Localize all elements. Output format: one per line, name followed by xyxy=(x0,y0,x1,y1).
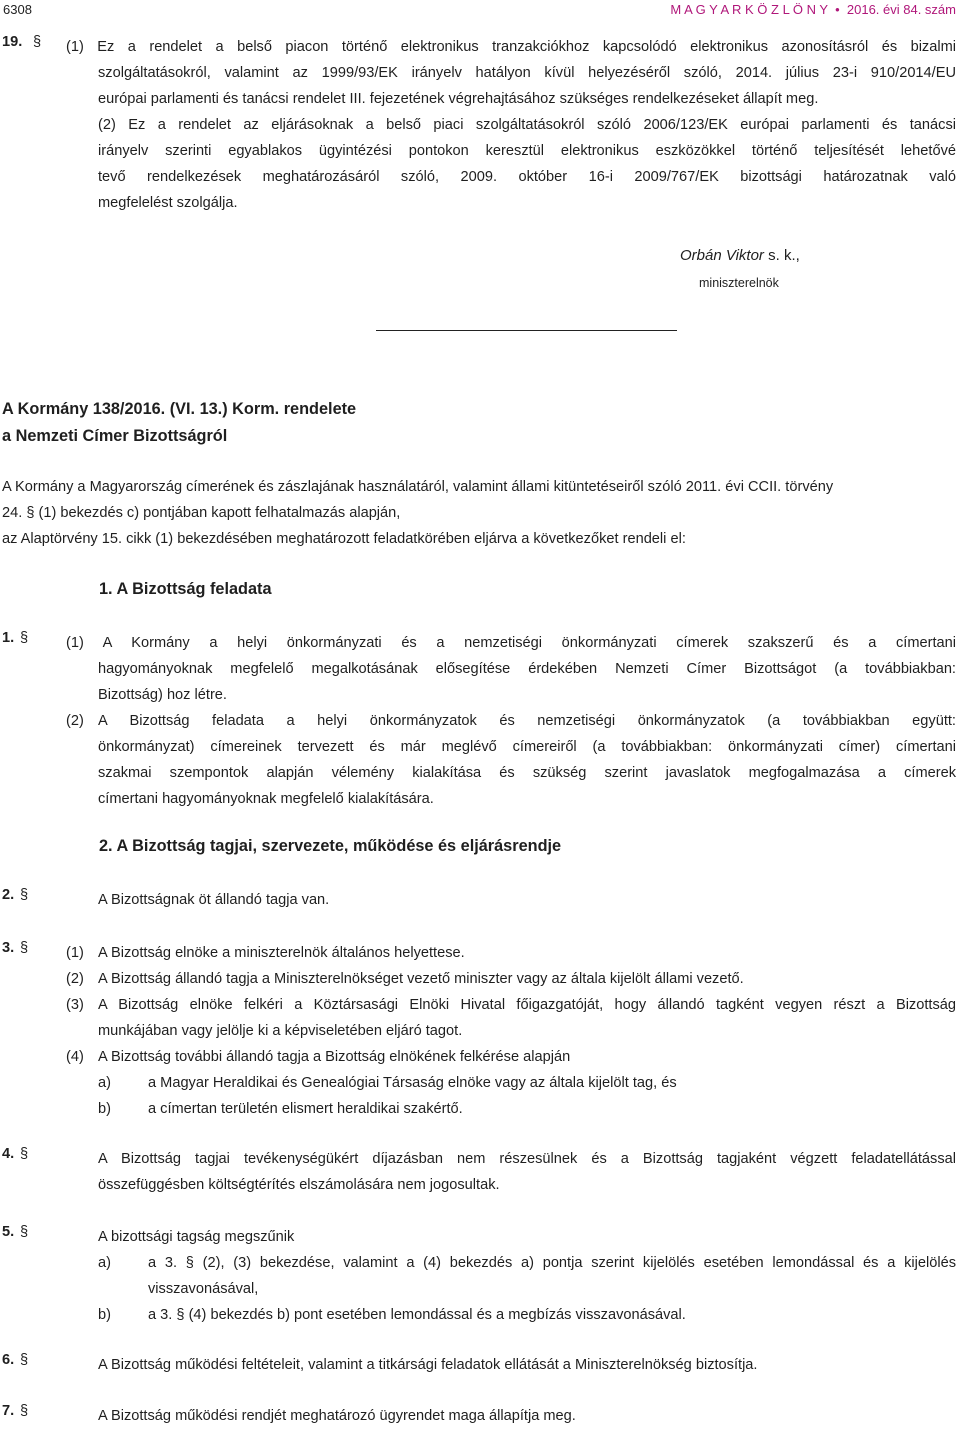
s19-p2-line4: megfelelést szolgálja. xyxy=(98,195,238,211)
section-3-sign: § xyxy=(20,940,29,956)
s3-item3-text: A Bizottság elnöke felkéri a Köztársasági Elnöki Hivatal főigazgatóját, hogy állandó tagként vegyen részt a Bizottság xyxy=(98,997,956,1013)
section-4-number: 4. xyxy=(2,1146,15,1162)
s5-sub-a-line1: a 3. § (2), (3) bekezdése, valamint a (4) bekezdés a) pontja szerint kijelölés esetében lemondással és a kijelölés xyxy=(148,1255,956,1271)
preamble-line3: az Alaptörvény 15. cikk (1) bekezdésében meghatározott feladatkörében eljárva a következőket rendeli el: xyxy=(2,531,686,547)
s19-p1-line2: szolgáltatásokról, valamint az 1999/93/EK irányelv hatályon kívül helyezéséről szóló, 2014. július 23-i 910/2014/EU xyxy=(98,65,956,81)
s3-sub-b-label: b) xyxy=(98,1101,111,1117)
preamble-line2: 24. § (1) bekezdés c) pontjában kapott felhatalmazás alapján, xyxy=(2,505,401,521)
section-2-number: 2. xyxy=(2,887,15,903)
section-19-number: 19. xyxy=(2,34,23,50)
signatory-name: Orbán Viktor s. k., xyxy=(680,247,800,264)
s3-sub-a-text: a Magyar Heraldikai és Genealógiai Társaság elnöke vagy az általa kijelölt tag, és xyxy=(148,1075,677,1091)
page-header xyxy=(0,0,960,20)
s5-text: A bizottsági tagság megszűnik xyxy=(98,1229,295,1245)
page-number: 6308 xyxy=(3,2,32,17)
s3-sub-a-label: a) xyxy=(98,1075,111,1091)
section-7-number: 7. xyxy=(2,1403,15,1419)
journal-header: M A G Y A R K Ö Z L Ö N Y • 2016. évi 84. szám xyxy=(670,2,956,17)
s5-sub-a-label: a) xyxy=(98,1255,111,1271)
s4-line1: A Bizottság tagjai tevékenységükért díjazásban nem részesülnek és a Bizottság tagjaként végzett feladatellátással xyxy=(98,1151,956,1167)
chapter-2-heading: 2. A Bizottság tagjai, szervezete, működése és eljárásrendje xyxy=(99,837,562,855)
issue-info: 2016. évi 84. szám xyxy=(846,2,956,17)
s3-item3-label: (3) xyxy=(66,997,84,1013)
s5-sub-a-line2: visszavonásával, xyxy=(148,1281,259,1297)
s3-item2-text: A Bizottság állandó tagja a Miniszterelnökséget vezető miniszter vagy az általa kijelölt állami vezető. xyxy=(98,971,744,987)
s3-item4-label: (4) xyxy=(66,1049,84,1065)
separator-rule xyxy=(376,330,677,331)
decree-subtitle: a Nemzeti Címer Bizottságról xyxy=(2,427,228,445)
s19-p1-line3: európai parlamenti és tanácsi rendelet III. fejezetének végrehajtásához szükséges rendelkezéseket állapít meg. xyxy=(98,91,819,107)
s4-line2: összefüggésben költségtérítés elszámolására nem jogosultak. xyxy=(98,1177,500,1193)
section-2-sign: § xyxy=(20,887,29,903)
section-19-sign: § xyxy=(33,34,42,50)
section-4-sign: § xyxy=(20,1146,29,1162)
s3-sub-b-text: a címertan területén elismert heraldikai szakértő. xyxy=(148,1101,463,1117)
s2-text: A Bizottságnak öt állandó tagja van. xyxy=(98,892,330,908)
chapter-1-heading: 1. A Bizottság feladata xyxy=(99,580,272,598)
s1-p2-line1: A Bizottság feladata a helyi önkormányzatok és nemzetiségi önkormányzatok (a továbbiakban együtt: xyxy=(98,713,956,729)
section-6-number: 6. xyxy=(2,1352,15,1368)
s1-p1-line2: hagyományoknak megfelelő megalkotásának elősegítése érdekében Nemzeti Címer Bizottságot (a továbbiakban: xyxy=(98,661,956,677)
section-5-sign: § xyxy=(20,1224,29,1240)
section-5-number: 5. xyxy=(2,1224,15,1240)
s7-text: A Bizottság működési rendjét meghatározó ügyrendet maga állapítja meg. xyxy=(98,1408,576,1424)
s1-p2-line2: önkormányzat) címereinek tervezett és már meglévő címereiről (a továbbiakban: önkormányzati címer) címertani xyxy=(98,739,956,755)
section-6-sign: § xyxy=(20,1352,29,1368)
section-1-sign: § xyxy=(20,630,29,646)
s5-sub-b-label: b) xyxy=(98,1307,111,1323)
s3-item4-text: A Bizottság további állandó tagja a Bizottság elnökének felkérése alapján xyxy=(98,1049,571,1065)
section-3-number: 3. xyxy=(2,940,15,956)
s1-p2-label: (2) xyxy=(66,713,84,729)
s1-p2-line4: címertani hagyományoknak megfelelő kialakítására. xyxy=(98,791,434,807)
s3-item2-label: (2) xyxy=(66,971,84,987)
s6-text: A Bizottság működési feltételeit, valamint a titkársági feladatok ellátását a Miniszterelnökség biztosítja. xyxy=(98,1357,758,1373)
s19-p1-line1: (1) Ez a rendelet a belső piacon történő elektronikus tranzakciókhoz kapcsolódó elektronikus azonosításról és bizalmi xyxy=(66,39,956,55)
journal-title: M A G Y A R K Ö Z L Ö N Y xyxy=(670,2,828,17)
s3-item1-label: (1) xyxy=(66,945,84,961)
signatory-role: miniszterelnök xyxy=(699,276,779,290)
s5-sub-b-text: a 3. § (4) bekezdés b) pont esetében lemondással és a megbízás visszavonásával. xyxy=(148,1307,686,1323)
s1-p1-line3: Bizottság) hoz létre. xyxy=(98,687,227,703)
section-7-sign: § xyxy=(20,1403,29,1419)
s19-p2-line1: (2) Ez a rendelet az eljárásoknak a belső piaci szolgáltatásokról szóló 2006/123/EK európai parlamenti és tanácsi xyxy=(98,117,956,133)
s1-p1-line1: (1) A Kormány a helyi önkormányzati és a nemzetiségi önkormányzati címerek szakszerű és a címertani xyxy=(66,635,956,651)
s3-item1-text: A Bizottság elnöke a miniszterelnök általános helyettese. xyxy=(98,945,465,961)
preamble-line1: A Kormány a Magyarország címerének és zászlajának használatáról, valamint állami kitüntetéseiről szóló 2011. évi CCII. törvény xyxy=(2,479,834,495)
s19-p2-line2: irányelv szerinti egyablakos ügyintézési pontokon keresztül elektronikus eszközökkel történő teljesítését lehetővé xyxy=(98,143,956,159)
section-1-number: 1. xyxy=(2,630,15,646)
s1-p2-line3: szakmai szempontok alapján vélemény kialakítása és szükség szerint javaslatok megfogalmazása a címerek xyxy=(98,765,956,781)
s19-p2-line3: tevő rendelkezések meghatározásáról szóló, 2009. október 16-i 2009/767/EK bizottsági határozatnak való xyxy=(98,169,956,185)
s3-item3-cont: munkájában vagy jelölje ki a képviseletében eljáró tagot. xyxy=(98,1023,463,1039)
decree-title: A Kormány 138/2016. (VI. 13.) Korm. rendelete xyxy=(2,400,357,418)
